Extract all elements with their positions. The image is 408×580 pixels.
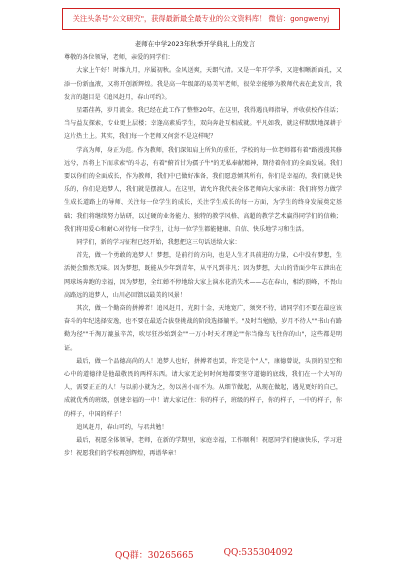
qq-group-text: QQ群：30265665 xyxy=(115,551,194,561)
document-title: 老师在中学2023年秋季开学典礼上的发言 xyxy=(134,40,256,48)
promo-banner-text: 关注头条号"公文研究"，获得最新最全最专业的公文资料库！ 微信：gongwenyj xyxy=(72,14,330,23)
qq-text: QQ:535304092 xyxy=(223,548,293,558)
paragraph: 同学们，新的学习征程已经开始，我想把这三句话送给大家： xyxy=(76,239,241,247)
paragraph: 其次，做一个勤奋的拼搏者！追风赶月，光阴十金，天地宽广，须突不待，请同学们不要在最应该奋斗的年纪选择安逸，也不要在最适合拔登挑战的阶段选择躺平。"及时当勉励，岁月不待人""书山有路勤为径""千淘万漉虽辛苦，吹尽狂沙始到金""一万小时天才理论""你当像鸟飞往你的山"，这些都是明证。 xyxy=(64,305,342,352)
paragraph: 追风赶月，春山可约，与君共勉！ xyxy=(76,423,168,431)
paragraph: 最后，祝愿全体领导，老师，在新的学期里，家庭幸福，工作顺利！祝愿同学们健康快乐，学习进步！祝愿我们的学校再创辉煌，再谱华章！ xyxy=(64,437,342,458)
paragraph: 星霜荏苒，岁月流金。我已经在此工作了整整20年，在这里，我得遇良师指导，并收获校作佳话；当与益友探索，专业更上层楼；幸逢高素质学生，双向奔赴互相成就。平凡如我，就这样默默地深耕于这片热土上。其实，我们每一个老师又何尝不是这样呢？ xyxy=(64,107,342,141)
paragraph: 首先，做一个勇敢的追梦人！梦想，是前行的方向，也是人生才具前进的力量，心中没有梦想，生活便会黯然无味。因为梦想，既能从少年到青年，从平凡到非凡；因为梦想，大山的背面少年五泄出在网球场奔跑的幸福，因为梦想，全红婵不停地给大家上演水花消失术——志在春山，相约顶峰，不畏山高路远的追梦人，山川必回馈以最美的风景！ xyxy=(64,252,342,299)
paragraph: 学高为师，身正为范。作为教师，我们深知肩上所负的重任，学校的每一位老师都有着"路漫漫其修远兮，吾将上下而求索"的斗志，有着"俯首甘为孺子牛"的无私奉献精神，期待着你们的全面发展。我们要以你们的全面成长，作为教师，我们中已做好准备，我们愿意倾其所有，你们是幸福的，我们就是快乐的，你们是追梦人，我们就是摆渡人。在这里，请允许我代表全体老师向大家承诺：我们将努力做学生成长道路上的导师、关注每一位学生的成长，关注学生成长的每一方面，为学生的终身发展奠定基础；我们将继续努力钻研，以过硬的业务能力、独特的教学风格、高超的教学艺术赢得同学们的信赖；我们将用爱心和耐心对待每一位学生，让每一位学生都能健康、自信、快乐地学习和生活。 xyxy=(64,146,342,233)
paragraph: 大家上午好！时维九月，序属初秋。金风送爽，天朗气清。又是一年开学季，又迎相晰新面孔，又添一份新血液，又将开创新辉煌。我是高一年级部的易美军老师，很荣幸能够为教师代表在此发言，我发言的题目是《追风赶月，春山可约》。 xyxy=(64,67,342,101)
promo-banner xyxy=(62,8,340,30)
contact-footer xyxy=(0,548,408,568)
greeting: 尊敬的各位领导，老师，亲爱的同学们： xyxy=(64,54,174,62)
document-body xyxy=(64,38,342,538)
paragraph: 最后，做一个品德高尚的人！追梦人也好，拼搏者也罢，许完是个"人"，康德曾说，头顶的星空和心中的道德律是他最敬畏的两样东西。请大家无论何时何地都要坚守道德的底线，我们在一个大写的人，需要正正的人！与以前小就为之，勿以善小而不为。从细节做起，从现在做起，遇见更好的自己，成就优秀的班级，创建幸福的一中！请大家记住：你的样子，班级的样子，你的样子，一中的样子，你的样子，中国的样子！ xyxy=(64,357,342,418)
